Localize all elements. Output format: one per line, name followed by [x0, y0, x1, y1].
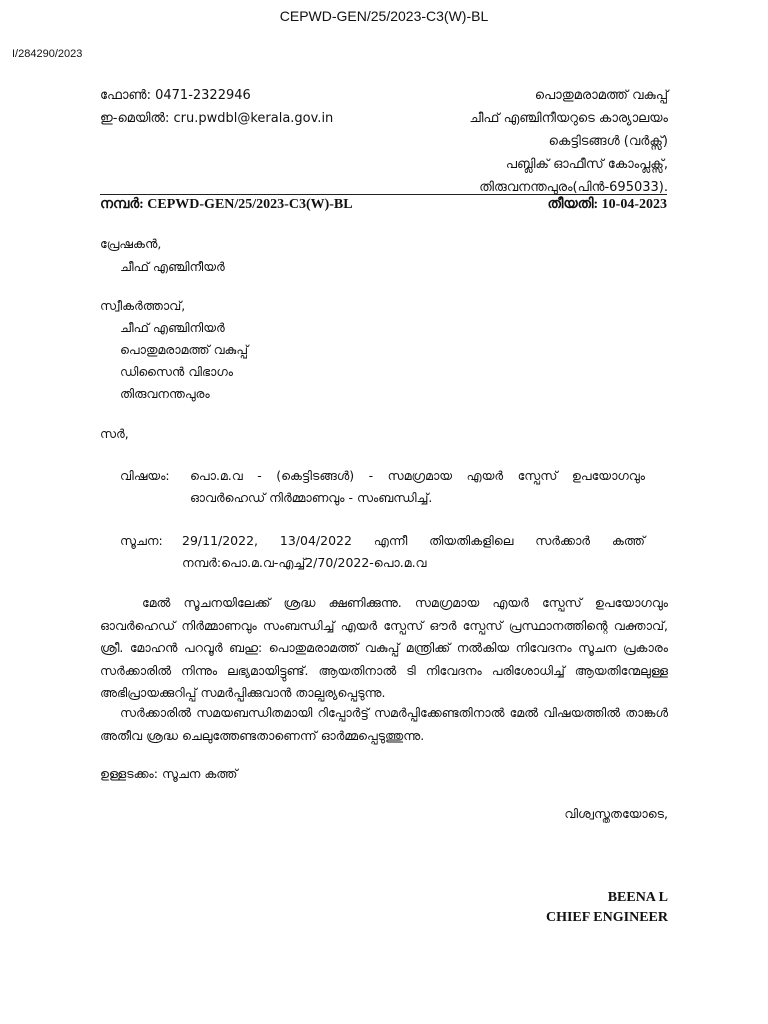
office-line-5: തിരുവനന്തപുരം(പിൻ-695033). [479, 180, 668, 195]
to-line-4: തിരുവനന്തപുരം [120, 386, 210, 401]
enclosure: ഉള്ളടക്കം: സൂചന കത്ത് [100, 766, 238, 781]
signatory-name: BEENA L [607, 890, 668, 905]
reference-date: തീയതി: 10-04-2023 [547, 197, 667, 212]
reference-row [100, 197, 667, 213]
body-paragraph-2: സർക്കാരിൽ സമയബന്ധിതമായി റിപ്പോർട്ട് സമർപ്പിക്കേണ്ടതിനാൽ മേൽ വിഷയത്തിൽ താങ്കൾ അതീവ ശ്രദ്ധ ചെലുത്തേണ്ടതാണെന്ന് ഓർമ്മപ്പെടുത്തുന്നു. [100, 705, 668, 743]
reference-line-1: 29/11/2022, 13/04/2022 എന്നീ തിയതികളിലെ സർക്കാർ കത്ത് [182, 533, 645, 548]
subject-label: വിഷയം: [120, 468, 170, 483]
phone-number: ഫോൺ: 0471-2322946 [100, 88, 251, 103]
reference-number: നമ്പർ: CEPWD-GEN/25/2023-C3(W)-BL [100, 197, 353, 212]
header-divider [100, 194, 667, 195]
office-line-3: കെട്ടിടങ്ങൾ (വർക്സ്) [548, 134, 668, 149]
reference-label: സൂചന: [120, 533, 163, 548]
file-number: I/284290/2023 [12, 48, 83, 60]
from-label: പ്രേഷകൻ, [100, 236, 162, 251]
document-header-ref: CEPWD-GEN/25/2023-C3(W)-BL [279, 8, 489, 24]
signatory-title: CHIEF ENGINEER [545, 910, 668, 925]
to-line-1: ചീഫ് എഞ്ചിനിയർ [120, 320, 225, 335]
office-address [469, 84, 668, 199]
email-address: ഇ-മെയിൽ: cru.pwdbl@kerala.gov.in [100, 111, 334, 126]
to-line-2: പൊതുമരാമത്ത് വകുപ്പ് [120, 342, 249, 357]
office-line-2: ചീഫ് എഞ്ചിനീയറുടെ കാര്യാലയം [469, 111, 668, 126]
office-line-1: പൊതുമരാമത്ത് വകുപ്പ് [534, 88, 668, 103]
subject-line-1: പൊ.മ.വ - (കെട്ടിടങ്ങൾ) - സമഗ്രമായ എയർ സ്പേസ് ഉപയോഗവും [190, 468, 645, 483]
signature-block [546, 888, 668, 928]
subject-line-2: ഓവർഹെഡ് നിർമ്മാണവും - സംബന്ധിച്ച്. [190, 490, 433, 505]
contact-block [100, 84, 333, 130]
to-label: സ്വീകർത്താവ്, [100, 298, 186, 313]
body-paragraph-1: മേൽ സൂചനയിലേക്ക് ശ്രദ്ധ ക്ഷണിക്കുന്നു. സമഗ്രമായ എയർ സ്പേസ് ഉപയോഗവും ഓവർഹെഡ് നിർമ്മാണവും സംബന്ധിച്ച് എയർ സ്പേസ് ഔർ സ്പേസ് പ്രസ്ഥാനത്തിന്റെ വക്താവ്, ശ്രീ. മോഹൻ പറവൂർ ബഹു: പൊതുമരാമത്ത് വകുപ്പ് മന്ത്രിക്ക് നൽകിയ നിവേദനം സൂചന പ്രകാരം സർക്കാരിൽ നിന്നും ലഭ്യമായിട്ടുണ്ട്. ആയതിനാൽ ടി നിവേദനം പരിശോധിച്ച് ആയതിന്മേലുള്ള അഭിപ്രായക്കുറിപ്പ് സമർപ്പിക്കുവാൻ താല്പര്യപ്പെടുന്നു. [100, 595, 668, 700]
reference-line-2: നമ്പർ:പൊ.മ.വ-എച്ച്2/70/2022-പൊ.മ.വ [182, 555, 427, 570]
salutation: സർ, [100, 426, 129, 441]
from-name: ചീഫ് എഞ്ചിനീയർ [120, 259, 225, 274]
closing-text: വിശ്വസ്തതയോടെ, [564, 806, 668, 821]
to-line-3: ഡിസൈൻ വിഭാഗം [120, 364, 233, 379]
office-line-4: പബ്ലിക് ഓഫീസ് കോംപ്ലക്സ്, [505, 157, 668, 172]
